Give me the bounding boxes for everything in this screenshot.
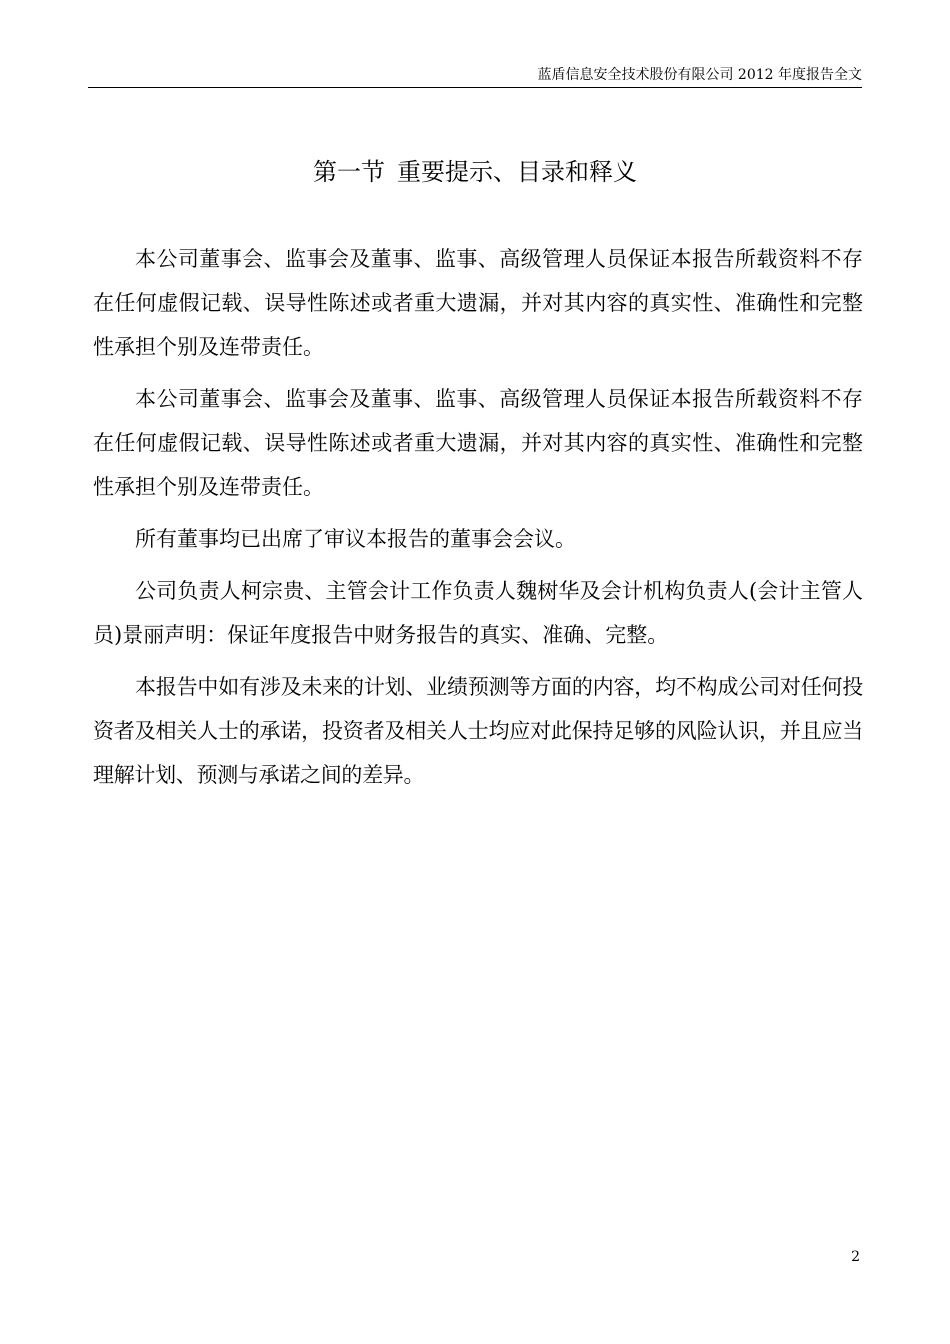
- document-body: [93, 237, 863, 805]
- header-divider: [88, 87, 862, 88]
- paragraph-forward-looking-disclaimer: 本报告中如有涉及未来的计划、业绩预测等方面的内容，均不构成公司对任何投资者及相关人士的承诺，投资者及相关人士均应对此保持足够的风险认识，并且应当理解计划、预测与承诺之间的差异。: [93, 675, 863, 787]
- section-heading: 重要提示、目录和释义: [397, 158, 637, 186]
- paragraph-board-attendance: 所有董事均已出席了审议本报告的董事会会议。: [135, 527, 576, 551]
- page-number: 2: [851, 1249, 860, 1265]
- paragraph-director-guarantee: 本公司董事会、监事会及董事、监事、高级管理人员保证本报告所载资料不存在任何虚假记载、误导性陈述或者重大遗漏，并对其内容的真实性、准确性和完整性承担个别及连带责任。: [93, 247, 863, 359]
- running-header: 蓝盾信息安全技术股份有限公司 2012 年度报告全文: [537, 67, 862, 83]
- section-number: 第一节: [313, 158, 385, 186]
- section-title: [88, 156, 862, 188]
- paragraph-director-guarantee-repeat: 本公司董事会、监事会及董事、监事、高级管理人员保证本报告所载资料不存在任何虚假记载、误导性陈述或者重大遗漏，并对其内容的真实性、准确性和完整性承担个别及连带责任。: [93, 387, 863, 499]
- paragraph-responsible-persons-statement: 公司负责人柯宗贵、主管会计工作负责人魏树华及会计机构负责人(会计主管人员)景丽声明：保证年度报告中财务报告的真实、准确、完整。: [93, 579, 863, 647]
